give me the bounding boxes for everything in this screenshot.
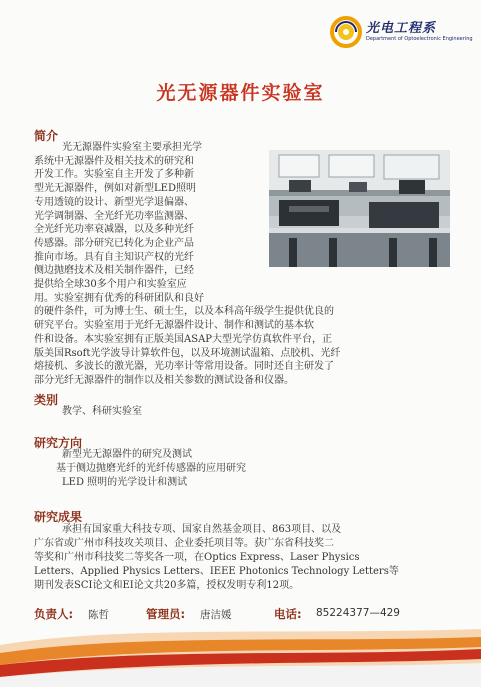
logo-name: 光电工程系 [366, 21, 437, 36]
lab-photo [269, 150, 450, 267]
category-heading: 类别 [34, 393, 59, 407]
intro-line: 光无源器件实验室主要承担光学 [62, 142, 202, 153]
intro-line: 部分光纤无源器件的制作以及相关参数的测试设备和仪器。 [34, 374, 294, 386]
intro-line: 熔接机、多波长的激光器，光功率计等常用设备。同时还自主研发了 [34, 361, 334, 373]
department-emblem-icon [330, 16, 362, 48]
intro-line: 推向市场。具有自主知识产权的光纤 [34, 251, 194, 263]
page-title: 光无源器件实验室 [156, 82, 325, 104]
admin-value: 唐洁媛 [200, 609, 232, 621]
research-item: 基于侧边抛磨光纤的光纤传感器的应用研究 [56, 463, 246, 474]
person-value: 陈哲 [88, 609, 109, 621]
department-logo [330, 12, 473, 58]
admin-label: 管理员: [146, 607, 186, 621]
phone-label: 电话: [274, 607, 302, 621]
results-line: 广东省或广州市科技攻关项目、企业委托项目等。获广东省科技奖二 [34, 538, 334, 549]
intro-line: 光学调制器、全光纤光功率监测器、 [34, 210, 194, 222]
logo-subtitle: Department of Optoelectronic Engineering [366, 36, 473, 42]
intro-heading: 简介 [34, 129, 59, 143]
intro-line: 件和设备。本实验室拥有正版美国ASAP大型光学仿真软件平台，正 [34, 333, 333, 345]
research-item: LED 照明的光学设计和测试 [62, 477, 188, 488]
results-heading: 研究成果 [34, 510, 83, 524]
intro-line: 系统中无源器件及相关技术的研究和 [34, 155, 194, 167]
intro-line: 开发工作。实验室自主开发了多种新 [34, 169, 194, 181]
results-line: Letters、Applied Physics Letters、IEEE Photonics Technology Letters等 [34, 566, 399, 577]
results-line: 期刊发表SCI论文和EI论文共20多篇，授权发明专利12项。 [34, 580, 300, 591]
phone-value: 85224377—429 [316, 607, 400, 619]
results-line: 承担有国家重大科技专项、国家自然基金项目、863项目、以及 [62, 524, 342, 535]
intro-line: 专用透镜的设计、新型光学退偏器、 [34, 196, 194, 208]
intro-line: 传感器。部分研究已转化为企业产品 [34, 237, 194, 249]
intro-line: 全光纤光功率衰减器，以及多种光纤 [34, 224, 194, 236]
intro-line: 侧边抛磨技术及相关制作器件，已经 [34, 265, 194, 277]
intro-line: 用。实验室拥有优秀的科研团队和良好 [34, 292, 204, 304]
intro-line: 研究平台。实验室用于光纤无源器件设计、制作和测试的基本软 [34, 320, 314, 332]
category-text: 教学、科研实验室 [62, 406, 142, 417]
intro-line: 的硬件条件，可为博士生、硕士生，以及本科高年级学生提供优良的 [34, 306, 334, 318]
intro-line: 版美国Rsoft光学波导计算软件包，以及环境测试温箱、点胶机、光纤 [34, 347, 341, 359]
research-item: 新型光无源器件的研究及测试 [62, 449, 192, 460]
decorative-waves [0, 625, 481, 687]
intro-line: 提供给全球30多个用户和实验室应 [34, 279, 187, 290]
intro-line: 型光无源器件，例如对新型LED照明 [34, 183, 196, 195]
person-label: 负责人: [34, 607, 74, 621]
results-line: 等奖和广州市科技奖二等奖各一项，在Optics Express、Laser Physics [34, 552, 360, 563]
research-heading: 研究方向 [34, 436, 83, 450]
